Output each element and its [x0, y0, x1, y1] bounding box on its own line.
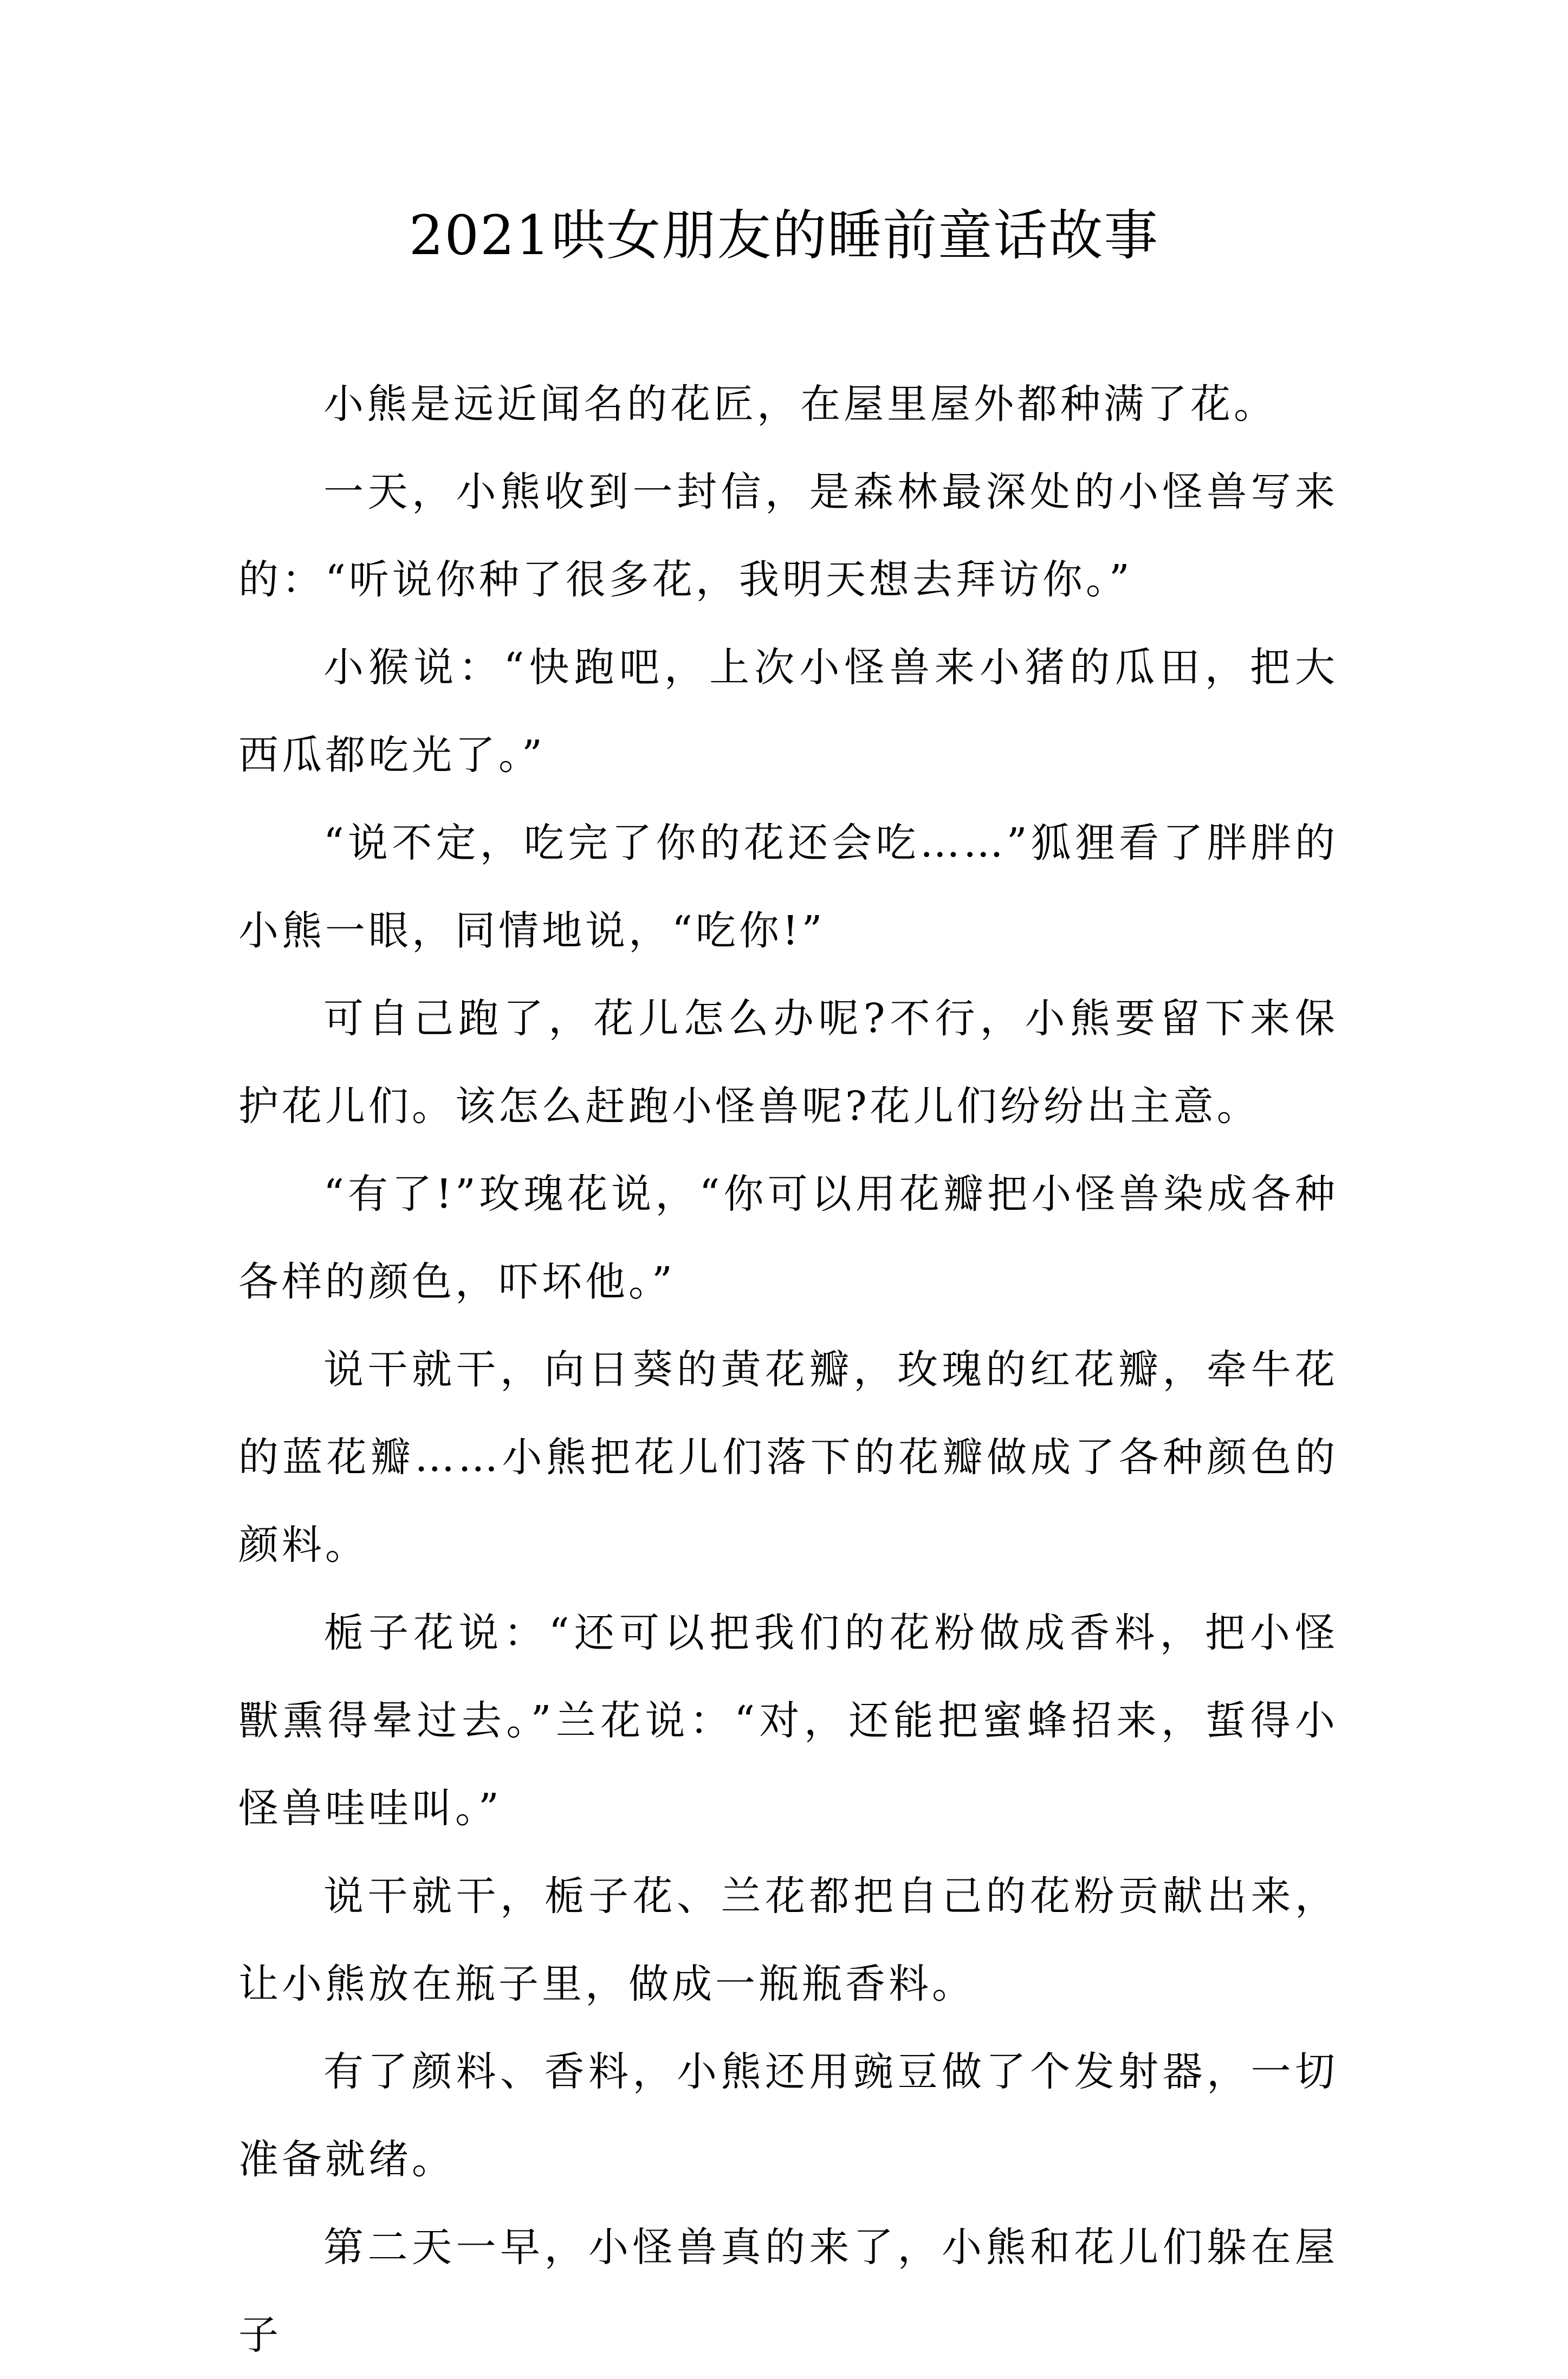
paragraph: 小猴说：“快跑吧，上次小怪兽来小猪的瓜田，把大西瓜都吃光了。” [238, 644, 1338, 779]
paragraph: 栀子花说：“还可以把我们的花粉做成香料，把小怪獸熏得晕过去。”兰花说：“对，还能把蜜蜂招来，蜇得小怪兽哇哇叫。” [238, 1610, 1338, 1832]
paragraph: 可自己跑了，花儿怎么办呢?不行，小熊要留下来保护花儿们。该怎么赶跑小怪兽呢?花儿们纷纷出主意。 [238, 995, 1338, 1130]
paragraph: 一天，小熊收到一封信，是森林最深处的小怪兽写来的：“听说你种了很多花，我明天想去拜访你。” [238, 469, 1338, 603]
paragraph: 说干就干，栀子花、兰花都把自己的花粉贡献出来，让小熊放在瓶子里，做成一瓶瓶香料。 [238, 1873, 1338, 2007]
paragraph: 说干就干，向日葵的黄花瓣，玫瑰的红花瓣，牵牛花的蓝花瓣……小熊把花儿们落下的花瓣做成了各种颜色的颜料。 [238, 1346, 1338, 1568]
document-title: 2021哄女朋友的睡前童话故事 [409, 204, 1159, 267]
paragraph: 有了颜料、香料，小熊还用豌豆做了个发射器，一切准备就绪。 [238, 2049, 1338, 2183]
paragraph: 小熊是远近闻名的花匠，在屋里屋外都种满了花。 [323, 381, 1277, 427]
document-body [238, 360, 1338, 2379]
paragraph: “有了!”玫瑰花说，“你可以用花瓣把小怪兽染成各种各样的颜色，吓坏他。” [238, 1171, 1338, 1305]
paragraph: “说不定，吃完了你的花还会吃……”狐狸看了胖胖的小熊一眼，同情地说，“吃你!” [238, 820, 1338, 954]
paragraph: 第二天一早，小怪兽真的来了，小熊和花儿们躲在屋子 [238, 2224, 1338, 2358]
